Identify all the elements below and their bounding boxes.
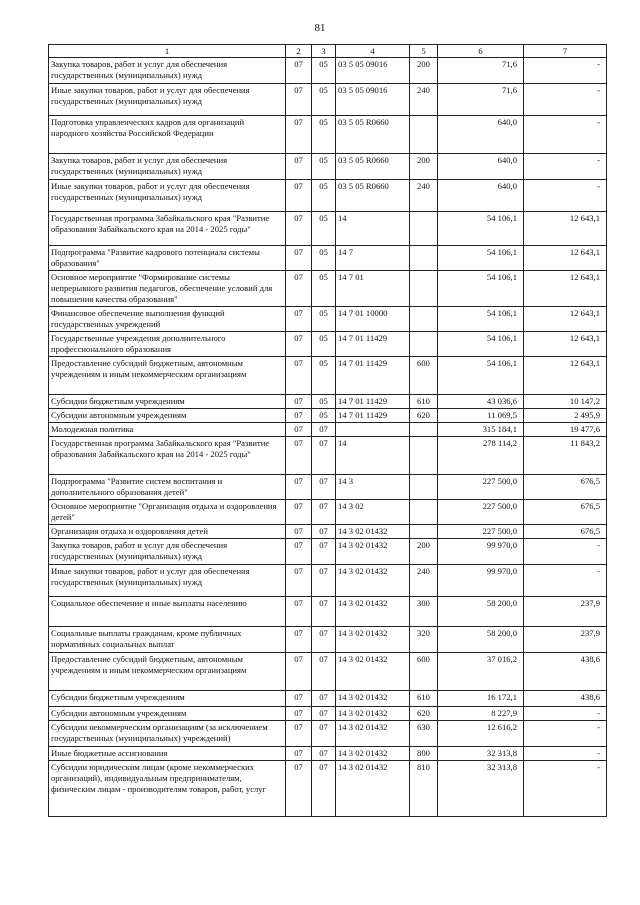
- row-target-article: 14 7 01 11429: [336, 357, 410, 395]
- row-amount: 54 106,1: [438, 357, 524, 395]
- header-row: [49, 45, 607, 58]
- row-section: 07: [286, 307, 312, 332]
- row-subsection: 05: [312, 212, 336, 246]
- budget-table: [48, 44, 607, 817]
- row-section: 07: [286, 597, 312, 627]
- row-amount: 58 200,0: [438, 597, 524, 627]
- row-amount: 32 313,8: [438, 747, 524, 761]
- row-expense-type: 620: [410, 409, 438, 423]
- row-expense-type: [410, 423, 438, 437]
- row-section: 07: [286, 565, 312, 597]
- table-row: [49, 597, 607, 627]
- row-amount-2: 12 643,1: [524, 271, 607, 307]
- row-target-article: 03 5 05 R0660: [336, 116, 410, 154]
- row-amount: 71,6: [438, 58, 524, 84]
- table-body: [49, 45, 607, 817]
- row-amount: 640,0: [438, 180, 524, 212]
- row-amount: 99 970,0: [438, 565, 524, 597]
- table-row: [49, 565, 607, 597]
- row-amount: 227 500,0: [438, 500, 524, 525]
- row-expense-type: [410, 116, 438, 154]
- header-cell: 4: [336, 45, 410, 58]
- table-row: [49, 539, 607, 565]
- row-amount: 54 106,1: [438, 332, 524, 357]
- row-amount-2: 237,9: [524, 597, 607, 627]
- table-row: [49, 246, 607, 271]
- row-subsection: 05: [312, 357, 336, 395]
- table-row: [49, 332, 607, 357]
- row-name: Закупка товаров, работ и услуг для обеспечения государственных (муниципальных) нужд: [49, 539, 286, 565]
- row-name: Иные закупки товаров, работ и услуг для обеспечения государственных (муниципальных) нужд: [49, 84, 286, 116]
- row-subsection: 05: [312, 180, 336, 212]
- row-name: Закупка товаров, работ и услуг для обеспечения государственных (муниципальных) нужд: [49, 58, 286, 84]
- row-section: 07: [286, 525, 312, 539]
- row-section: 07: [286, 58, 312, 84]
- table-row: [49, 437, 607, 475]
- header-cell: 6: [438, 45, 524, 58]
- row-target-article: 14 3 02 01432: [336, 653, 410, 691]
- row-amount: 43 036,6: [438, 395, 524, 409]
- row-target-article: 14 3 02 01432: [336, 721, 410, 747]
- row-subsection: 07: [312, 423, 336, 437]
- table-row: [49, 84, 607, 116]
- row-amount-2: 2 495,9: [524, 409, 607, 423]
- row-expense-type: [410, 332, 438, 357]
- row-subsection: 07: [312, 437, 336, 475]
- row-amount-2: 10 147,2: [524, 395, 607, 409]
- row-amount: 58 200,0: [438, 627, 524, 653]
- row-expense-type: [410, 246, 438, 271]
- row-target-article: 03 5 05 R0660: [336, 154, 410, 180]
- row-name: Закупка товаров, работ и услуг для обеспечения государственных (муниципальных) нужд: [49, 154, 286, 180]
- row-name: Основное мероприятие "Формирование системы непрерывного развития педагогов, обеспечение условий для повышения качества образования": [49, 271, 286, 307]
- row-expense-type: 810: [410, 761, 438, 817]
- table-row: [49, 721, 607, 747]
- row-section: 07: [286, 539, 312, 565]
- row-expense-type: 620: [410, 707, 438, 721]
- row-amount-2: 676,5: [524, 525, 607, 539]
- row-section: 07: [286, 212, 312, 246]
- table-row: [49, 653, 607, 691]
- row-subsection: 05: [312, 409, 336, 423]
- row-name: Субсидии юридическим лицам (кроме некоммерческих организаций), индивидуальным предпринимателям, физическим лицам - производителям товаров, работ, услуг: [49, 761, 286, 817]
- row-target-article: 14 3 02 01432: [336, 761, 410, 817]
- row-name: Социальное обеспечение и иные выплаты населению: [49, 597, 286, 627]
- row-subsection: 07: [312, 653, 336, 691]
- row-subsection: 05: [312, 154, 336, 180]
- row-amount-2: -: [524, 565, 607, 597]
- table-row: [49, 761, 607, 817]
- header-cell: 2: [286, 45, 312, 58]
- row-section: 07: [286, 691, 312, 707]
- row-target-article: 14 3 02 01432: [336, 627, 410, 653]
- row-target-article: 14 3 02 01432: [336, 691, 410, 707]
- page-number: 81: [314, 22, 326, 34]
- row-amount-2: 19 477,6: [524, 423, 607, 437]
- table-row: [49, 423, 607, 437]
- row-expense-type: 800: [410, 747, 438, 761]
- row-amount: 71,6: [438, 84, 524, 116]
- row-expense-type: 240: [410, 180, 438, 212]
- row-section: 07: [286, 84, 312, 116]
- row-target-article: 03 5 05 09016: [336, 58, 410, 84]
- row-expense-type: 320: [410, 627, 438, 653]
- row-section: 07: [286, 437, 312, 475]
- row-target-article: [336, 423, 410, 437]
- row-section: 07: [286, 627, 312, 653]
- row-section: 07: [286, 409, 312, 423]
- row-amount: 99 970,0: [438, 539, 524, 565]
- row-amount: 54 106,1: [438, 212, 524, 246]
- row-name: Субсидии автономным учреждениям: [49, 707, 286, 721]
- row-name: Иные закупки товаров, работ и услуг для обеспечения государственных (муниципальных) нужд: [49, 565, 286, 597]
- row-subsection: 07: [312, 707, 336, 721]
- row-name: Организация отдыха и оздоровления детей: [49, 525, 286, 539]
- row-expense-type: 240: [410, 565, 438, 597]
- row-subsection: 07: [312, 475, 336, 500]
- row-amount: 54 106,1: [438, 307, 524, 332]
- table-row: [49, 154, 607, 180]
- row-target-article: 14 7: [336, 246, 410, 271]
- row-expense-type: 200: [410, 58, 438, 84]
- row-section: 07: [286, 357, 312, 395]
- row-target-article: 14 7 01 11429: [336, 395, 410, 409]
- row-amount: 32 313,8: [438, 761, 524, 817]
- row-amount: 640,0: [438, 154, 524, 180]
- table-row: [49, 409, 607, 423]
- header-cell: 3: [312, 45, 336, 58]
- row-target-article: 14: [336, 212, 410, 246]
- row-expense-type: 600: [410, 357, 438, 395]
- row-name: Иные закупки товаров, работ и услуг для обеспечения государственных (муниципальных) нужд: [49, 180, 286, 212]
- row-target-article: 14 3 02 01432: [336, 597, 410, 627]
- row-amount-2: -: [524, 707, 607, 721]
- table-row: [49, 500, 607, 525]
- row-name: Государственная программа Забайкальского края "Развитие образования Забайкальского края на 2014 - 2025 годы": [49, 437, 286, 475]
- row-section: 07: [286, 271, 312, 307]
- row-subsection: 07: [312, 721, 336, 747]
- row-target-article: 14 3 02 01432: [336, 747, 410, 761]
- row-amount: 640,0: [438, 116, 524, 154]
- row-expense-type: [410, 500, 438, 525]
- row-amount-2: -: [524, 747, 607, 761]
- table-row: [49, 525, 607, 539]
- row-name: Предоставление субсидий бюджетным, автономным учреждениям и иным некоммерческим организациям: [49, 653, 286, 691]
- row-name: Подготовка управленческих кадров для организаций народного хозяйства Российской Федерации: [49, 116, 286, 154]
- row-expense-type: [410, 475, 438, 500]
- row-amount: 12 616,2: [438, 721, 524, 747]
- row-amount: 8 227,9: [438, 707, 524, 721]
- row-subsection: 07: [312, 565, 336, 597]
- row-amount-2: -: [524, 761, 607, 817]
- row-subsection: 07: [312, 539, 336, 565]
- row-section: 07: [286, 475, 312, 500]
- row-section: 07: [286, 423, 312, 437]
- row-name: Государственные учреждения дополнительного профессионального образования: [49, 332, 286, 357]
- table-row: [49, 180, 607, 212]
- row-amount-2: 12 643,1: [524, 246, 607, 271]
- row-expense-type: 600: [410, 653, 438, 691]
- row-amount-2: -: [524, 154, 607, 180]
- row-section: 07: [286, 707, 312, 721]
- row-expense-type: 200: [410, 539, 438, 565]
- row-amount: 315 184,1: [438, 423, 524, 437]
- row-amount-2: 11 843,2: [524, 437, 607, 475]
- table-row: [49, 475, 607, 500]
- row-amount: 16 172,1: [438, 691, 524, 707]
- row-name: Субсидии бюджетным учреждениям: [49, 395, 286, 409]
- row-target-article: 14 7 01 11429: [336, 409, 410, 423]
- row-target-article: 14 3 02 01432: [336, 707, 410, 721]
- row-section: 07: [286, 653, 312, 691]
- row-name: Субсидии бюджетным учреждениям: [49, 691, 286, 707]
- table-row: [49, 627, 607, 653]
- row-expense-type: 610: [410, 691, 438, 707]
- row-expense-type: [410, 307, 438, 332]
- row-subsection: 07: [312, 761, 336, 817]
- row-name: Социальные выплаты гражданам, кроме публичных нормативных социальных выплат: [49, 627, 286, 653]
- row-amount-2: 12 643,1: [524, 332, 607, 357]
- row-subsection: 07: [312, 500, 336, 525]
- row-target-article: 14 3 02 01432: [336, 539, 410, 565]
- row-amount-2: 438,6: [524, 653, 607, 691]
- row-subsection: 07: [312, 747, 336, 761]
- row-target-article: 14 7 01 10000: [336, 307, 410, 332]
- row-amount-2: -: [524, 58, 607, 84]
- row-amount: 37 016,2: [438, 653, 524, 691]
- row-subsection: 05: [312, 116, 336, 154]
- row-section: 07: [286, 116, 312, 154]
- row-subsection: 05: [312, 395, 336, 409]
- row-section: 07: [286, 500, 312, 525]
- row-name: Субсидии автономным учреждениям: [49, 409, 286, 423]
- row-subsection: 05: [312, 307, 336, 332]
- row-target-article: 14 3 02 01432: [336, 525, 410, 539]
- row-section: 07: [286, 747, 312, 761]
- row-expense-type: 240: [410, 84, 438, 116]
- row-amount-2: 12 643,1: [524, 357, 607, 395]
- row-name: Предоставление субсидий бюджетным, автономным учреждениям и иным некоммерческим организациям: [49, 357, 286, 395]
- row-section: 07: [286, 761, 312, 817]
- row-amount: 54 106,1: [438, 246, 524, 271]
- row-subsection: 07: [312, 627, 336, 653]
- row-name: Финансовое обеспечение выполнения функций государственных учреждений: [49, 307, 286, 332]
- table-row: [49, 691, 607, 707]
- row-subsection: 05: [312, 246, 336, 271]
- row-amount-2: 676,5: [524, 475, 607, 500]
- row-amount-2: -: [524, 116, 607, 154]
- row-amount-2: -: [524, 84, 607, 116]
- row-expense-type: 300: [410, 597, 438, 627]
- row-expense-type: [410, 212, 438, 246]
- table-row: [49, 307, 607, 332]
- row-target-article: 14 7 01: [336, 271, 410, 307]
- table-row: [49, 212, 607, 246]
- row-amount-2: 438,6: [524, 691, 607, 707]
- table-row: [49, 707, 607, 721]
- row-amount-2: -: [524, 721, 607, 747]
- row-target-article: 03 5 05 09016: [336, 84, 410, 116]
- row-target-article: 14 3: [336, 475, 410, 500]
- row-subsection: 07: [312, 597, 336, 627]
- table-row: [49, 395, 607, 409]
- row-subsection: 05: [312, 271, 336, 307]
- row-amount: 227 500,0: [438, 475, 524, 500]
- row-subsection: 07: [312, 691, 336, 707]
- row-expense-type: 610: [410, 395, 438, 409]
- row-expense-type: [410, 437, 438, 475]
- row-target-article: 14 3 02 01432: [336, 565, 410, 597]
- row-expense-type: [410, 271, 438, 307]
- row-name: Государственная программа Забайкальского края "Развитие образования Забайкальского края на 2014 - 2025 годы": [49, 212, 286, 246]
- row-section: 07: [286, 246, 312, 271]
- row-expense-type: 200: [410, 154, 438, 180]
- row-name: Субсидии некоммерческим организациям (за исключением государственных (муниципальных) учреждений): [49, 721, 286, 747]
- row-name: Подпрограмма "Развитие кадрового потенциала системы образования": [49, 246, 286, 271]
- row-subsection: 07: [312, 525, 336, 539]
- row-section: 07: [286, 395, 312, 409]
- row-name: Молодежная политика: [49, 423, 286, 437]
- row-subsection: 05: [312, 332, 336, 357]
- row-amount-2: 12 643,1: [524, 212, 607, 246]
- header-cell: 1: [49, 45, 286, 58]
- row-amount-2: 237,9: [524, 627, 607, 653]
- row-amount-2: -: [524, 180, 607, 212]
- row-amount: 278 114,2: [438, 437, 524, 475]
- header-cell: 5: [410, 45, 438, 58]
- row-subsection: 05: [312, 84, 336, 116]
- row-target-article: 14 7 01 11429: [336, 332, 410, 357]
- table-row: [49, 58, 607, 84]
- row-name: Иные бюджетные ассигнования: [49, 747, 286, 761]
- table-row: [49, 271, 607, 307]
- row-amount: 11 069,5: [438, 409, 524, 423]
- row-name: Основное мероприятие "Организация отдыха и оздоровления детей": [49, 500, 286, 525]
- row-expense-type: 630: [410, 721, 438, 747]
- row-amount-2: 676,5: [524, 500, 607, 525]
- row-amount-2: 12 643,1: [524, 307, 607, 332]
- row-target-article: 14 3 02: [336, 500, 410, 525]
- row-name: Подпрограмма "Развитие систем воспитания и дополнительного образования детей": [49, 475, 286, 500]
- row-section: 07: [286, 154, 312, 180]
- table-row: [49, 116, 607, 154]
- row-subsection: 05: [312, 58, 336, 84]
- row-target-article: 14: [336, 437, 410, 475]
- table-row: [49, 747, 607, 761]
- row-section: 07: [286, 332, 312, 357]
- header-cell: 7: [524, 45, 607, 58]
- row-target-article: 03 5 05 R0660: [336, 180, 410, 212]
- table-row: [49, 357, 607, 395]
- row-amount: 227 500,0: [438, 525, 524, 539]
- row-section: 07: [286, 180, 312, 212]
- row-amount-2: -: [524, 539, 607, 565]
- row-section: 07: [286, 721, 312, 747]
- row-amount: 54 106,1: [438, 271, 524, 307]
- row-expense-type: [410, 525, 438, 539]
